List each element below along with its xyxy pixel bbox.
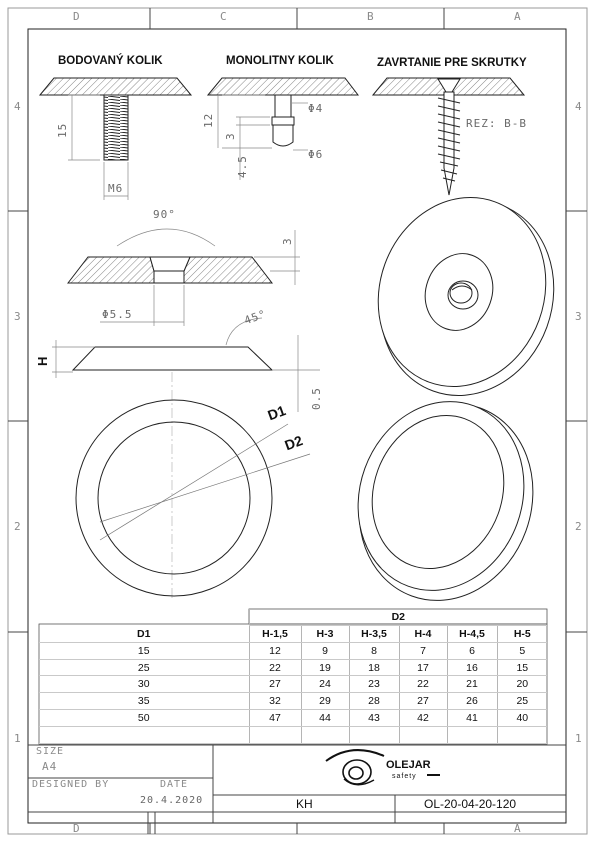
dim-monolitny-12: 12 xyxy=(202,112,215,128)
table-cell: 27 xyxy=(249,676,301,693)
dim-monolitny-45: 4.5 xyxy=(236,155,249,178)
dim-profile-edge: 0.5 xyxy=(310,387,323,410)
table-cell: 5 xyxy=(497,642,547,659)
grid-row-right-2: 3 xyxy=(575,310,582,323)
table-cell: 7 xyxy=(399,642,447,659)
table-cell: 16 xyxy=(447,659,497,676)
table-cell: 26 xyxy=(447,693,497,710)
company-name: OLEJAR xyxy=(386,759,431,771)
grid-row-right-3: 2 xyxy=(575,520,582,533)
grid-row-left-4: 1 xyxy=(14,732,21,745)
grid-col-top-2: C xyxy=(220,10,227,23)
table-cell: 9 xyxy=(301,642,349,659)
grid-col-bottom-1: D xyxy=(73,822,80,835)
grid-col-bottom-4: A xyxy=(514,822,521,835)
size-label: SIZE xyxy=(36,746,65,757)
table-header-d1: D1 xyxy=(39,625,249,642)
dim-monolitny-3: 3 xyxy=(224,132,237,140)
grid-row-left-3: 2 xyxy=(14,520,21,533)
table-cell: 30 xyxy=(39,676,249,693)
table-cell: 19 xyxy=(301,659,349,676)
title-zavrtanie: ZAVRTANIE PRE SKRUTKY xyxy=(377,57,527,69)
dim-monolitny-dia4: Φ4 xyxy=(308,102,324,115)
table-cell: 29 xyxy=(301,693,349,710)
dimension-table xyxy=(39,609,547,744)
table-cell: 25 xyxy=(497,693,547,710)
designed-by-label: DESIGNED BY xyxy=(32,779,110,790)
drawn-by: KH xyxy=(296,797,313,811)
title-bodovany: BODOVANÝ KOLIK xyxy=(58,55,163,67)
table-row xyxy=(39,710,547,727)
table-row xyxy=(39,693,547,710)
plan-d1-label: D1 xyxy=(265,402,288,424)
table-cell: 8 xyxy=(349,642,399,659)
grid-col-top-1: D xyxy=(73,10,80,23)
table-cell: 23 xyxy=(349,676,399,693)
view-profile xyxy=(52,318,320,412)
table-cell: 6 xyxy=(447,642,497,659)
grid-row-left-1: 4 xyxy=(14,100,21,113)
table-header-h4: H-4 xyxy=(399,625,447,642)
table-cell: 22 xyxy=(399,676,447,693)
table-header-row xyxy=(39,625,547,642)
grid-col-top-4: A xyxy=(514,10,521,23)
table-cell: 35 xyxy=(39,693,249,710)
table-row xyxy=(39,676,547,693)
grid-row-right-1: 4 xyxy=(575,100,582,113)
table-cell: 17 xyxy=(399,659,447,676)
table-cell: 18 xyxy=(349,659,399,676)
company-sub: safety xyxy=(392,773,417,780)
table-header-h15: H-1,5 xyxy=(249,625,301,642)
table-cell: 41 xyxy=(447,710,497,727)
date-label: DATE xyxy=(160,779,189,790)
table-cell: 15 xyxy=(39,642,249,659)
dim-section-angle: 90° xyxy=(153,208,176,221)
grid-row-left-2: 3 xyxy=(14,310,21,323)
table-row-empty xyxy=(39,727,547,744)
table-cell: 20 xyxy=(497,676,547,693)
table-cell: 12 xyxy=(249,642,301,659)
table-group-header: D2 xyxy=(249,609,547,625)
table-cell: 47 xyxy=(249,710,301,727)
table-cell: 43 xyxy=(349,710,399,727)
section-label: REZ: B-B xyxy=(466,117,527,130)
date-value: 20.4.2020 xyxy=(140,795,204,806)
view-monolitny-kolik xyxy=(208,78,358,180)
table-cell: 25 xyxy=(39,659,249,676)
table-cell: 15 xyxy=(497,659,547,676)
table-cell: 22 xyxy=(249,659,301,676)
table-group-spacer xyxy=(39,609,249,625)
table-cell: 21 xyxy=(447,676,497,693)
table-row xyxy=(39,642,547,659)
table-header-h5: H-5 xyxy=(497,625,547,642)
dim-section-depth: 3 xyxy=(281,237,294,245)
view-iso-pin xyxy=(352,174,581,420)
dim-monolitny-dia6: Φ6 xyxy=(308,148,324,161)
table-cell: 42 xyxy=(399,710,447,727)
dim-profile-angle: 45° xyxy=(242,307,269,328)
dim-bodovany-thread: M6 xyxy=(108,182,124,195)
size-value: A4 xyxy=(42,760,58,773)
plan-d2-label: D2 xyxy=(282,432,305,454)
grid-row-right-4: 1 xyxy=(575,732,582,745)
dim-section-hole: Φ5.5 xyxy=(102,308,133,321)
table-cell: 32 xyxy=(249,693,301,710)
table-cell: 44 xyxy=(301,710,349,727)
table-header-h35: H-3,5 xyxy=(349,625,399,642)
table-header-h3: H-3 xyxy=(301,625,349,642)
table-cell: 40 xyxy=(497,710,547,727)
table-header-h45: H-4,5 xyxy=(447,625,497,642)
drawing-number: OL-20-04-20-120 xyxy=(424,797,517,811)
view-iso-plain xyxy=(332,378,560,625)
table-cell: 50 xyxy=(39,710,249,727)
view-zavrtanie-skrutky xyxy=(373,78,524,195)
dim-bodovany-height: 15 xyxy=(56,122,69,138)
title-monolitny: MONOLITNY KOLIK xyxy=(226,55,334,67)
table-cell: 28 xyxy=(349,693,399,710)
grid-col-top-3: B xyxy=(367,10,374,23)
table-group-row xyxy=(39,609,547,625)
table-row xyxy=(39,659,547,676)
table-cell: 27 xyxy=(399,693,447,710)
table-cell: 24 xyxy=(301,676,349,693)
dim-profile-height: H xyxy=(35,356,50,366)
